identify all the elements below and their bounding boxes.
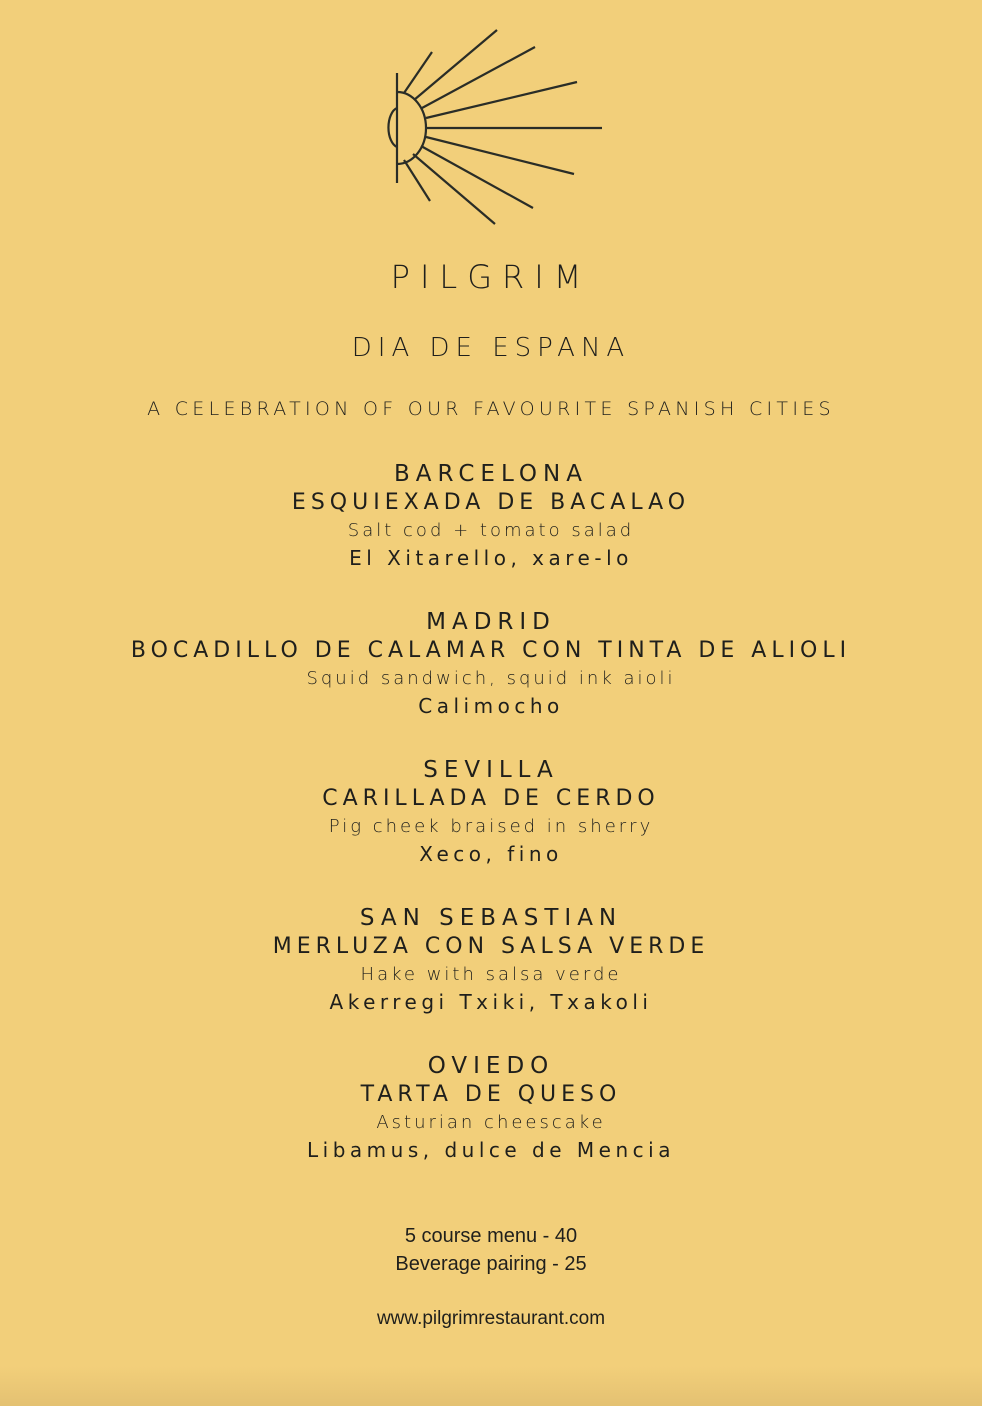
menu-price: 5 course menu - 40 [404, 1225, 578, 1247]
course-city: SEVILLA [423, 757, 559, 783]
course-dish: CARILLADA DE CERDO [322, 786, 660, 811]
sun-logo-icon [370, 20, 620, 240]
course-description: Salt cod + tomato salad [347, 520, 635, 541]
restaurant-name: PILGRIM [390, 258, 592, 296]
course-dish: MERLUZA CON SALSA VERDE [272, 934, 710, 959]
course-description: Pig cheek braised in sherry [328, 816, 654, 837]
event-title: DIA DE ESPANA [351, 333, 631, 363]
course-san-sebastian [0, 904, 982, 1016]
course-city: OVIEDO [427, 1053, 555, 1079]
website-link[interactable]: www.pilgrimrestaurant.com [376, 1308, 606, 1329]
course-barcelona [0, 460, 982, 572]
course-city: SAN SEBASTIAN [359, 905, 623, 931]
course-pairing: Libamus, dulce de Mencia [307, 1138, 675, 1162]
course-pairing: El Xitarello, xare-lo [349, 546, 633, 570]
course-sevilla [0, 756, 982, 868]
course-city: BARCELONA [394, 461, 588, 487]
course-description: Asturian cheescake [376, 1112, 606, 1133]
course-description: Squid sandwich, squid ink aioli [306, 668, 676, 689]
tagline: A CELEBRATION OF OUR FAVOURITE SPANISH CITIES [147, 398, 835, 420]
course-city: MADRID [426, 609, 556, 635]
course-dish: BOCADILLO DE CALAMAR CON TINTA DE ALIOLI [130, 638, 852, 663]
course-dish: TARTA DE QUESO [360, 1082, 622, 1107]
course-pairing: Calimocho [418, 694, 564, 718]
course-pairing: Akerregi Txiki, Txakoli [329, 990, 653, 1014]
bottom-shade [0, 1366, 982, 1406]
course-madrid [0, 608, 982, 720]
course-oviedo [0, 1052, 982, 1164]
pairing-price: Beverage pairing - 25 [395, 1253, 587, 1275]
course-pairing: Xeco, fino [419, 842, 563, 866]
course-dish: ESQUIEXADA DE BACALAO [291, 490, 691, 515]
course-description: Hake with salsa verde [360, 964, 622, 985]
